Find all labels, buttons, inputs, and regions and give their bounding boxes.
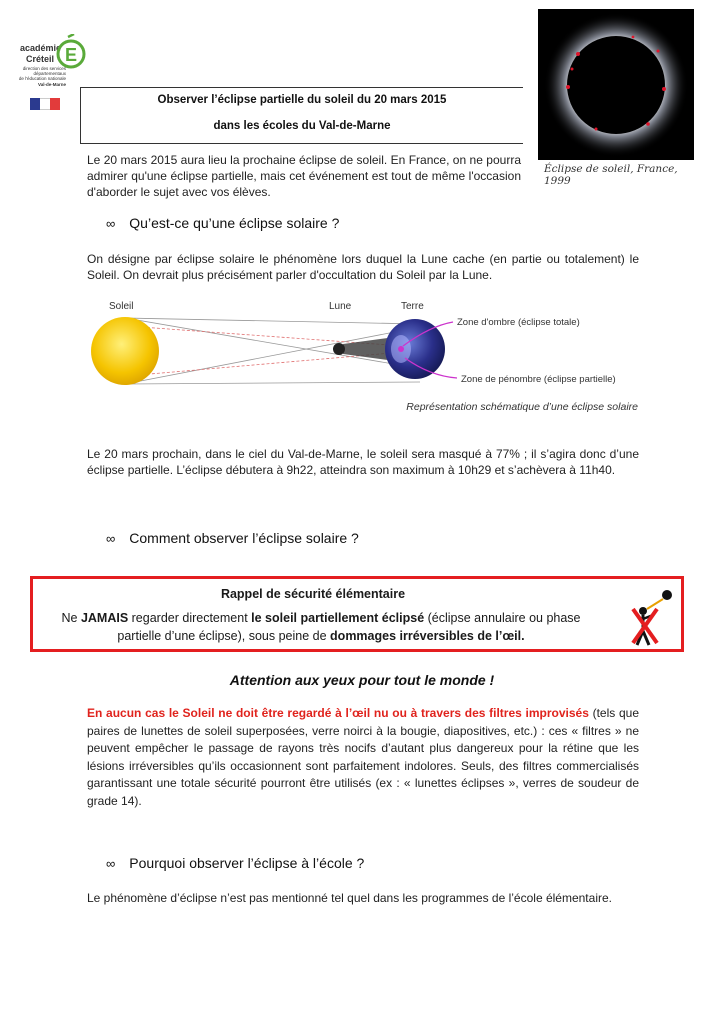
logo-line1: académie — [20, 43, 62, 53]
no-direct-viewing-icon — [627, 585, 677, 649]
bullet-icon: ∞ — [106, 216, 116, 231]
svg-text:E: E — [64, 45, 78, 65]
photo-caption: Éclipse de soleil, France, 1999 — [544, 163, 678, 187]
logo-line2: Créteil — [26, 54, 55, 64]
warning-paragraph: En aucun cas le Soleil ne doit être regardé à l’œil nu ou à travers des filtres improvisés (tels que paires de lunettes de soleil superposées, verre noirci à la bougie, diapositives, etc.) : ces « filtres » ne peuvent empêcher le passage de rayons très nocifs d’autant plus dangereux pour la rétine que les lésions irréversibles qu’ils occasionnent sont parfaitement indolores. Seuls, des filtres commercialisés garantissant une totale sécurité pourront être utilisés (ex : « lunettes éclipses », verres de soudeur de grade 14). — [87, 706, 640, 808]
school-paragraph: Le phénomène d’éclipse n’est pas mentionné tel quel dans les programmes de l’école élémentaire. — [87, 891, 612, 905]
logo-subtitle: direction des services départementaux de l'éducation nationale Val-de-Marne — [18, 66, 66, 87]
sun-shape — [91, 317, 159, 385]
bullet-icon: ∞ — [106, 856, 116, 871]
intro-paragraph: Le 20 mars 2015 aura lieu la prochaine éclipse de soleil. En France, on ne pourra admirer qu'une éclipse partielle, mais cet événement est tout de même l'occasion d'aborder le sujet avec vos élèves. — [87, 153, 521, 199]
moon-shape — [333, 343, 345, 355]
eclipse-photo — [538, 9, 694, 160]
document-title-box — [80, 87, 523, 144]
label-sun: Soleil — [109, 301, 134, 312]
definition-paragraph: On désigne par éclipse solaire le phénomène lors duquel la Lune cache (en partie ou totalement) le Soleil. On devrait plus précisément parler d'occultation du Soleil par la Lune. — [87, 252, 639, 282]
label-umbra: Zone d'ombre (éclipse totale) — [457, 317, 580, 328]
republic-flag-icon — [30, 98, 60, 110]
safety-reminder-box — [30, 576, 684, 652]
section-heading-why: ∞ Pourquoi observer l’éclipse à l’école ? — [106, 855, 365, 871]
academie-logo — [18, 34, 88, 114]
title-line2: dans les écoles du Val-de-Marne — [213, 120, 391, 132]
label-earth: Terre — [401, 301, 424, 312]
attention-heading: Attention aux yeux pour tout le monde ! — [229, 672, 495, 688]
section-heading-what: ∞ Qu’est-ce qu’une éclipse solaire ? — [106, 215, 340, 231]
label-moon: Lune — [329, 301, 352, 312]
eclipse-diagram — [85, 296, 645, 396]
section-heading-how: ∞ Comment observer l’éclipse solaire ? — [106, 530, 359, 546]
label-penumbra: Zone de pénombre (éclipse partielle) — [461, 374, 616, 385]
bullet-icon: ∞ — [106, 531, 116, 546]
diagram-caption: Représentation schématique d’une éclipse solaire — [406, 401, 638, 413]
warning-red-text: En aucun cas le Soleil ne doit être regardé à l’œil nu ou à travers des filtres improvisés — [87, 706, 589, 720]
title-line1: Observer l’éclipse partielle du soleil du 20 mars 2015 — [157, 94, 447, 106]
eclipse-details-paragraph: Le 20 mars prochain, dans le ciel du Val-de-Marne, le soleil sera masqué à 77% ; il s’agira donc d’une éclipse partielle. L’éclipse débutera à 9h22, atteindra son maximum à 10h29 et s’achèvera à 11h40. — [87, 447, 639, 477]
academie-e-icon — [56, 34, 86, 70]
safety-text: Ne JAMAIS regarder directement le soleil partiellement éclipsé (éclipse annulaire ou phase partielle d’une éclipse), sous peine de dommages irréversibles de l’œil. — [61, 611, 581, 643]
safety-title: Rappel de sécurité élémentaire — [220, 587, 406, 601]
